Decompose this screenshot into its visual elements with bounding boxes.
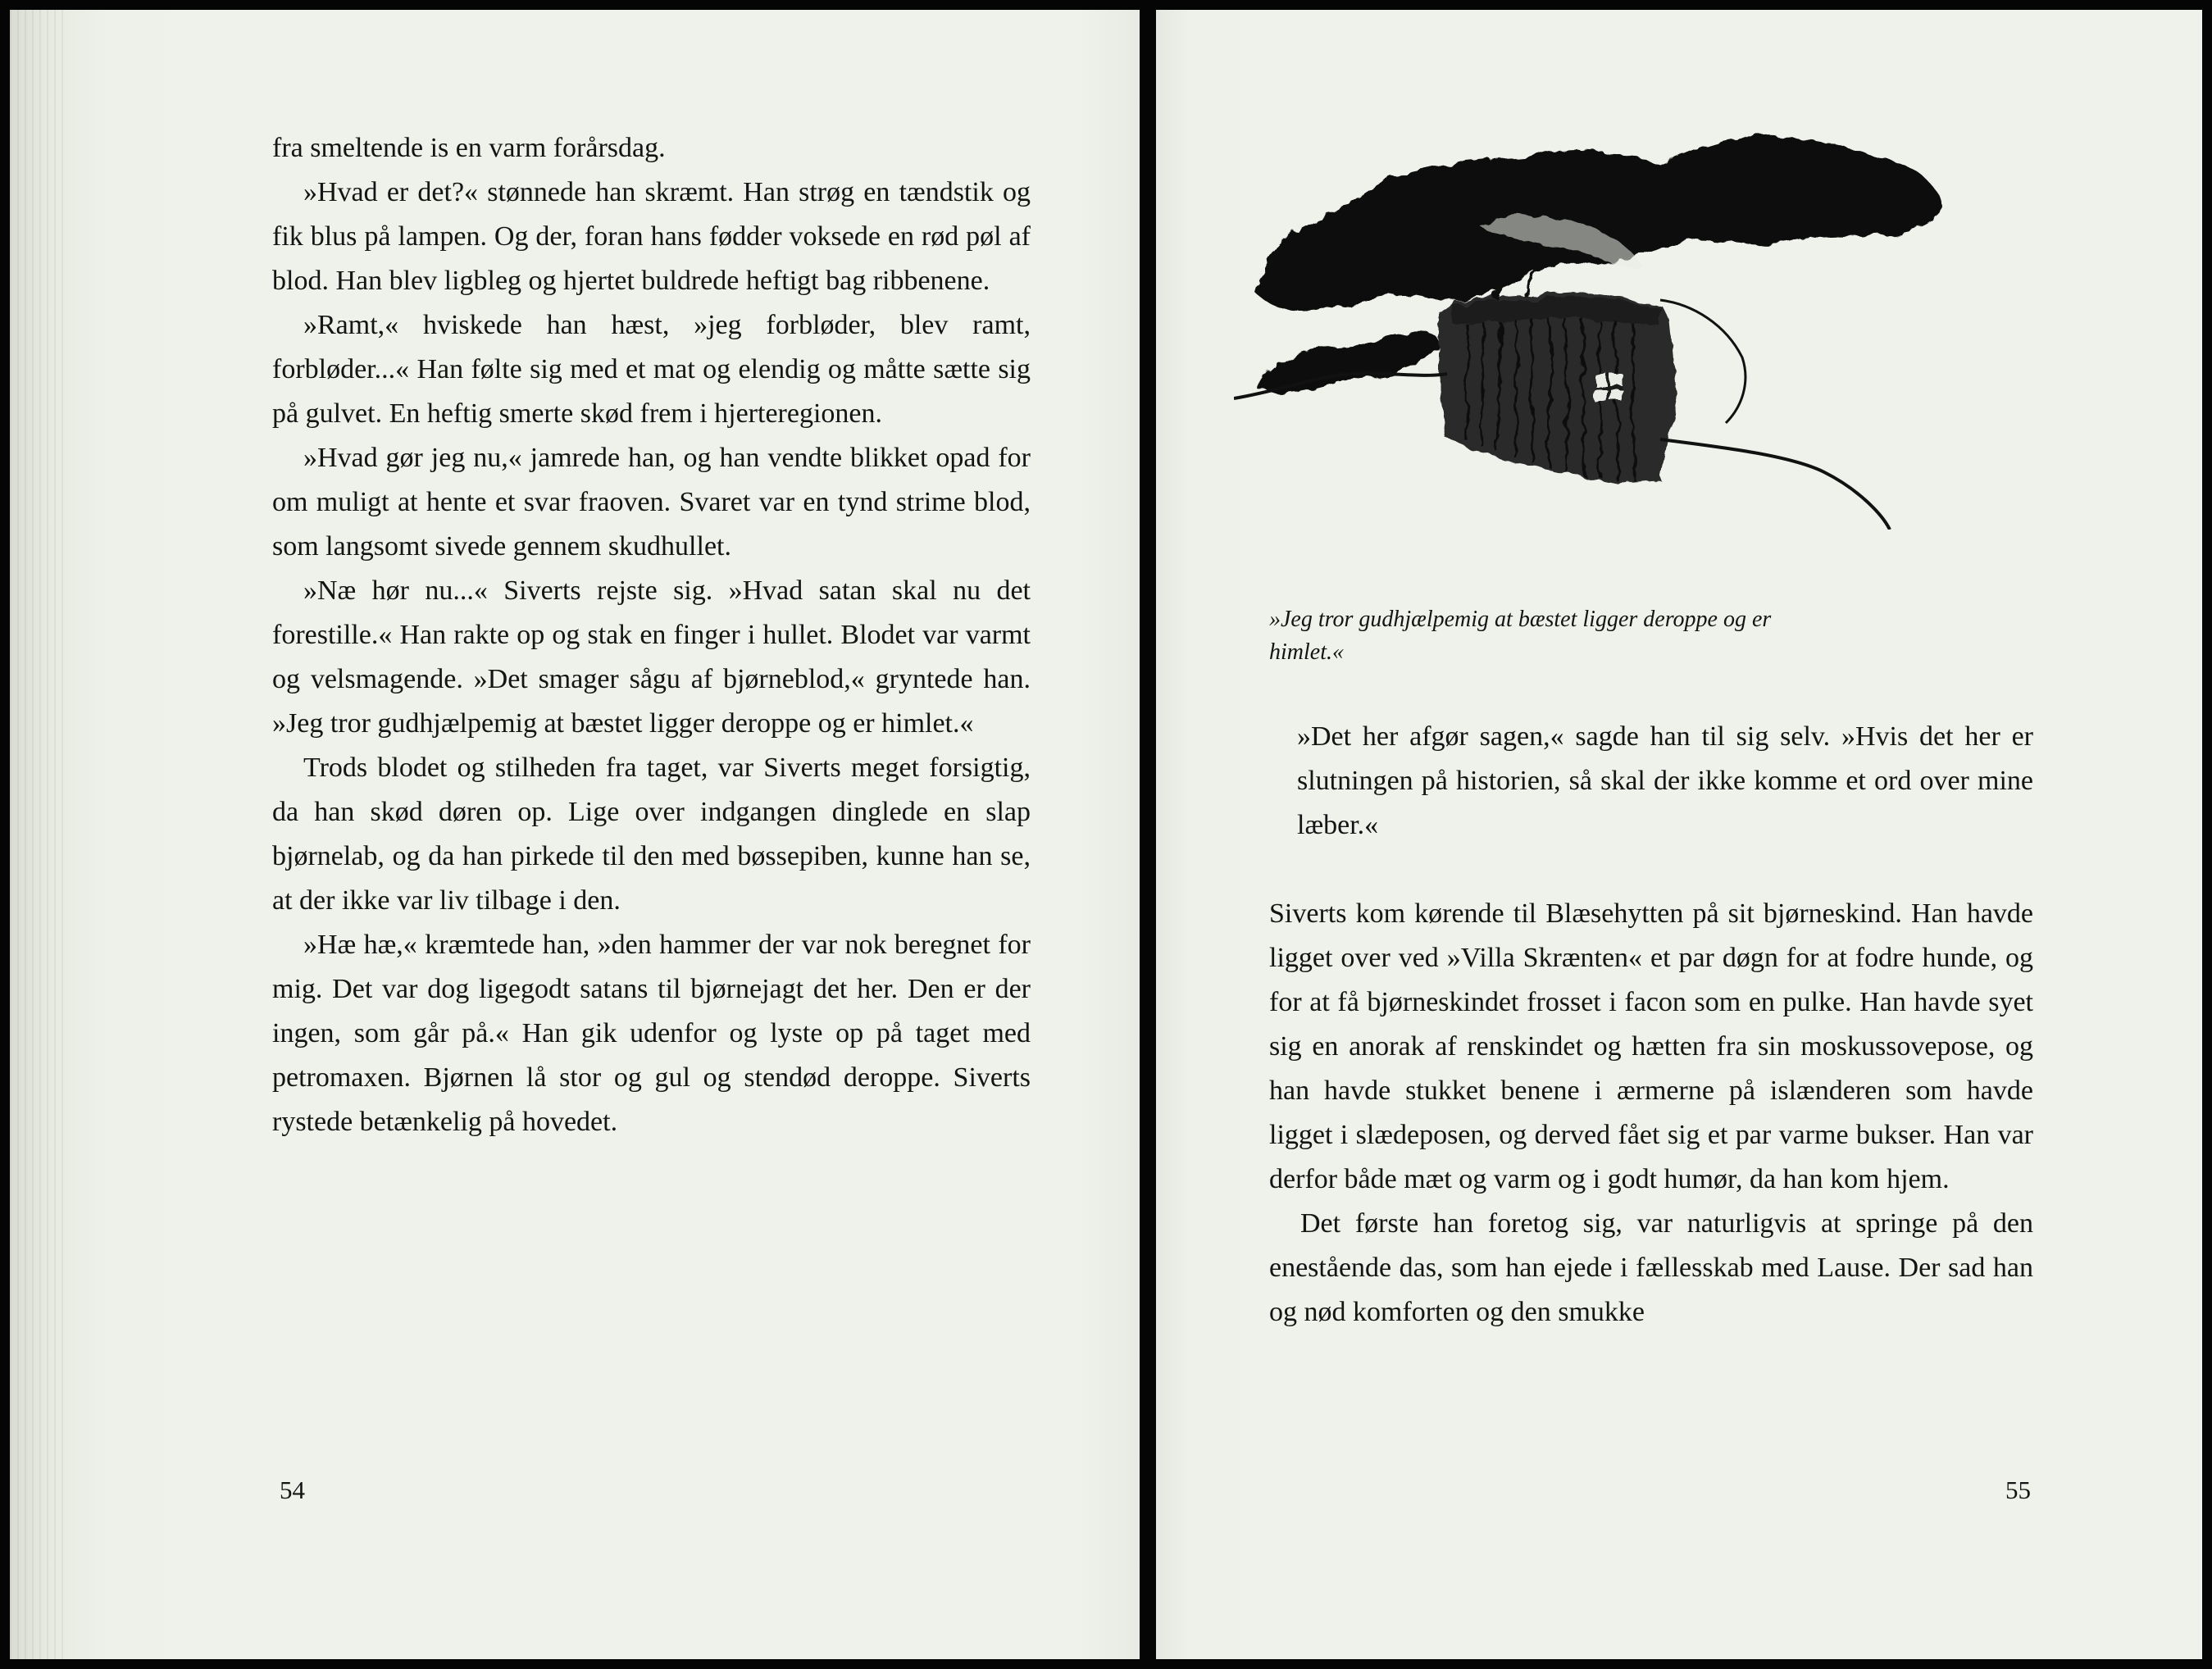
left-paragraph-4: »Hvad gør jeg nu,« jamrede han, og han vendte blikket opad for om muligt at hente et svar fraoven. Svaret var en tynd strime blod, som langsomt sivede gennem skudhullet. bbox=[272, 443, 1031, 562]
illustration-caption: »Jeg tror gudhjælpemig at bæstet ligger deroppe og er himlet.« bbox=[1269, 607, 1772, 665]
right-page-number: 55 bbox=[2005, 1476, 2031, 1504]
left-page-text bbox=[272, 126, 1031, 1144]
left-paragraph-2: »Hvad er det?« stønnede han skræmt. Han strøg en tændstik og fik blus på lampen. Og der, foran hans fødder voksede en rød pøl af blod. Han blev ligbleg og hjertet buldrede heftigt bag ribbenene. bbox=[272, 177, 1031, 296]
left-paragraph-1: fra smeltende is en varm forårsdag. bbox=[272, 133, 666, 163]
right-dialogue bbox=[1297, 715, 2033, 848]
right-paragraph-2: Det første han foretog sig, var naturligvis at springe på den enestående das, som han ejede i fællesskab med Lause. Der sad han og nød komforten og den smukke bbox=[1269, 1208, 2033, 1327]
left-paragraph-3: »Ramt,« hviskede han hæst, »jeg forbløder, blev ramt, forbløder...« Han følte sig med et mat og elendig og måtte sætte sig på gulvet. En heftig smerte skød frem i hjerteregionen. bbox=[272, 310, 1031, 429]
left-paragraph-6: Trods blodet og stilheden fra taget, var Siverts meget forsigtig, da han skød døren op. Lige over indgangen dinglede en slap bjørnelab, og da han pirkede til den med bøssepiben, kunne han se, at der ikke var liv tilbage i den. bbox=[272, 753, 1031, 916]
right-page-text bbox=[1269, 892, 2033, 1335]
right-paragraph-1: Siverts kom kørende til Blæsehytten på sit bjørneskind. Han havde ligget over ved »Villa Skrænten« et par døgn for at fodre hunde, og for at få bjørneskindet frosset i facon som en pulke. Han havde syet sig en anorak af renskindet og hætten fra sin moskussovepose, og han havde stukket benene i ærmerne på islænderen som havde ligget i slædeposen, og derved fået sig et par varme bukser. Han var derfor både mæt og varm og i godt humør, da han kom hjem. bbox=[1269, 898, 2033, 1194]
left-paragraph-5: »Næ hør nu...« Siverts rejste sig. »Hvad satan skal nu det forestille.« Han rakte op og stak en finger i hullet. Blodet var varmt og velsmagende. »Det smager sågu af bjørneblod,« gryntede han. »Jeg tror gudhjælpemig at bæstet ligger deroppe og er himlet.« bbox=[272, 575, 1031, 739]
right-dialogue-paragraph: »Det her afgør sagen,« sagde han til sig selv. »Hvis det her er slutningen på historien, så skal der ikke komme et ord over mine læber.« bbox=[1297, 721, 2033, 840]
page-edges bbox=[10, 10, 67, 1659]
hut-illustration bbox=[1234, 128, 2037, 530]
left-page-number: 54 bbox=[280, 1476, 305, 1504]
left-paragraph-7: »Hæ hæ,« kræmtede han, »den hammer der var nok beregnet for mig. Det var dog ligegodt satans til bjørnejagt det her. Den er der ingen, som går på.« Han gik udenfor og lyste op på taget med petromaxen. Bjørnen lå stor og gul og stendød deroppe. Siverts rystede betænkelig på hovedet. bbox=[272, 930, 1031, 1137]
